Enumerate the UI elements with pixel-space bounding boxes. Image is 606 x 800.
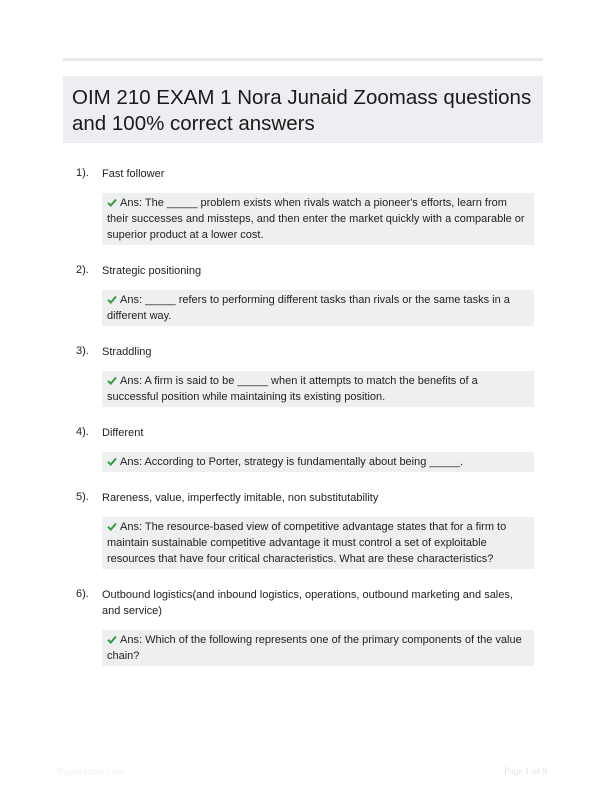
question-number: 3).	[76, 345, 89, 357]
question-prompt: The resource-based view of competitive advantage states that for a firm to maintain sustainable competitive advantage it must control a set of exploitable resources that have four critical characteristics. What are these characteristics?	[107, 521, 507, 565]
answer-prefix: Ans:	[120, 456, 145, 468]
question-prompt: The _____ problem exists when rivals watch a pioneer's efforts, learn from their successes and missteps, and then enter the market quickly with a comparable or superior product at a lower cost.	[107, 197, 525, 241]
answer-prefix: Ans:	[120, 634, 146, 646]
question-number: 6).	[76, 588, 89, 600]
question-item	[0, 587, 606, 666]
question-item	[0, 490, 606, 569]
question-prompt: Which of the following represents one of the primary components of the value chain?	[107, 634, 522, 662]
question-answer: Fast follower	[102, 168, 165, 180]
question-number: 4).	[76, 426, 89, 438]
footer-watermark: Paperstibic.com	[57, 767, 125, 778]
checkmark-icon	[107, 522, 117, 531]
question-item	[0, 263, 606, 326]
question-item	[0, 344, 606, 407]
question-number: 5).	[76, 491, 89, 503]
top-divider	[63, 58, 543, 61]
answer-prefix: Ans:	[120, 197, 145, 209]
checkmark-icon	[107, 457, 117, 466]
question-item	[0, 166, 606, 245]
question-answer: Outbound logistics(and inbound logistics, operations, outbound marketing and sales, and service)	[102, 589, 513, 617]
question-answer: Strategic positioning	[102, 265, 202, 277]
question-prompt-box	[102, 371, 534, 407]
question-answer: Straddling	[102, 346, 152, 358]
question-prompt: A firm is said to be _____ when it attempts to match the benefits of a successful position while maintaining its existing position.	[107, 375, 478, 403]
question-prompt: According to Porter, strategy is fundamentally about being _____.	[144, 456, 464, 468]
question-prompt-box	[102, 452, 534, 472]
question-list	[0, 166, 606, 684]
checkmark-icon	[107, 295, 117, 304]
question-prompt-box	[102, 193, 534, 245]
answer-prefix: Ans:	[120, 294, 146, 306]
question-number: 1).	[76, 167, 89, 179]
title-block	[63, 76, 543, 143]
checkmark-icon	[107, 635, 117, 644]
question-answer: Rareness, value, imperfectly imitable, non substitutability	[102, 492, 379, 504]
question-number: 2).	[76, 264, 89, 276]
checkmark-icon	[107, 376, 117, 385]
answer-prefix: Ans:	[120, 375, 145, 387]
question-prompt-box	[102, 517, 534, 569]
page-title: OIM 210 EXAM 1 Nora Junaid Zoomass questions and 100% correct answers	[72, 86, 532, 135]
question-item	[0, 425, 606, 472]
page-number: Page 1 of 9	[503, 767, 547, 777]
question-prompt: _____ refers to performing different tasks than rivals or the same tasks in a different way.	[107, 294, 510, 322]
question-answer: Different	[102, 427, 144, 439]
answer-prefix: Ans:	[120, 521, 145, 533]
checkmark-icon	[107, 198, 117, 207]
question-prompt-box	[102, 630, 534, 666]
question-prompt-box	[102, 290, 534, 326]
